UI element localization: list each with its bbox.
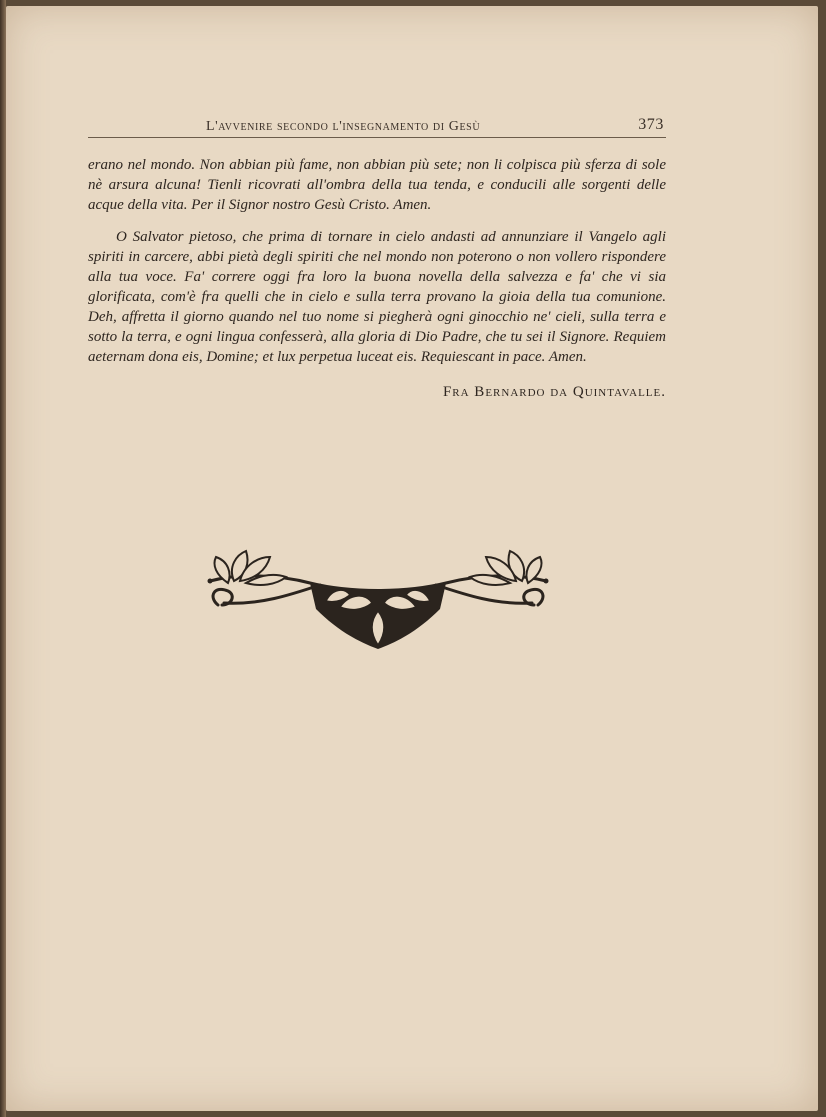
floral-tailpiece-ornament-icon	[200, 545, 556, 663]
running-title: L'avvenire secondo l'insegnamento di Gesù	[206, 119, 481, 134]
body-text	[88, 155, 666, 379]
paragraph-1: erano nel mondo. Non abbian più fame, non abbian più sete; non li colpisca più sferza di sole nè arsura alcuna! Tienli ricovrati all'ombra della tua tenda, e conducili alle sorgenti delle acque della vita. Per il Signor nostro Gesù Cristo. Amen.	[88, 157, 666, 213]
paragraph-2: O Salvator pietoso, che prima di tornare in cielo andasti ad annunziare il Vangelo agli spiriti in carcere, abbi pietà degli spiriti che nel mondo non poterono o non vollero rispondere alla tua voce. Fa' correre oggi fra loro la buona novella della salvezza e fa' che vi sia glorificata, com'è fra quelli che in cielo e sulla terra provano la gioia della tua comunione. Deh, affretta il giorno quando nel tuo nome si piegherà ogni ginocchio ne' cieli, sulla terra e sotto la terra, e ogni lingua confesserà, alla gloria di Dio Padre, che tu sei il Signore. Requiem aeternam dona eis, Domine; et lux perpetua luceat eis. Requiescant in pace. Amen.	[88, 229, 666, 365]
header-rule	[88, 137, 666, 138]
page-number: 373	[638, 116, 664, 133]
author-signature: Fra Bernardo da Quintavalle.	[442, 384, 666, 400]
